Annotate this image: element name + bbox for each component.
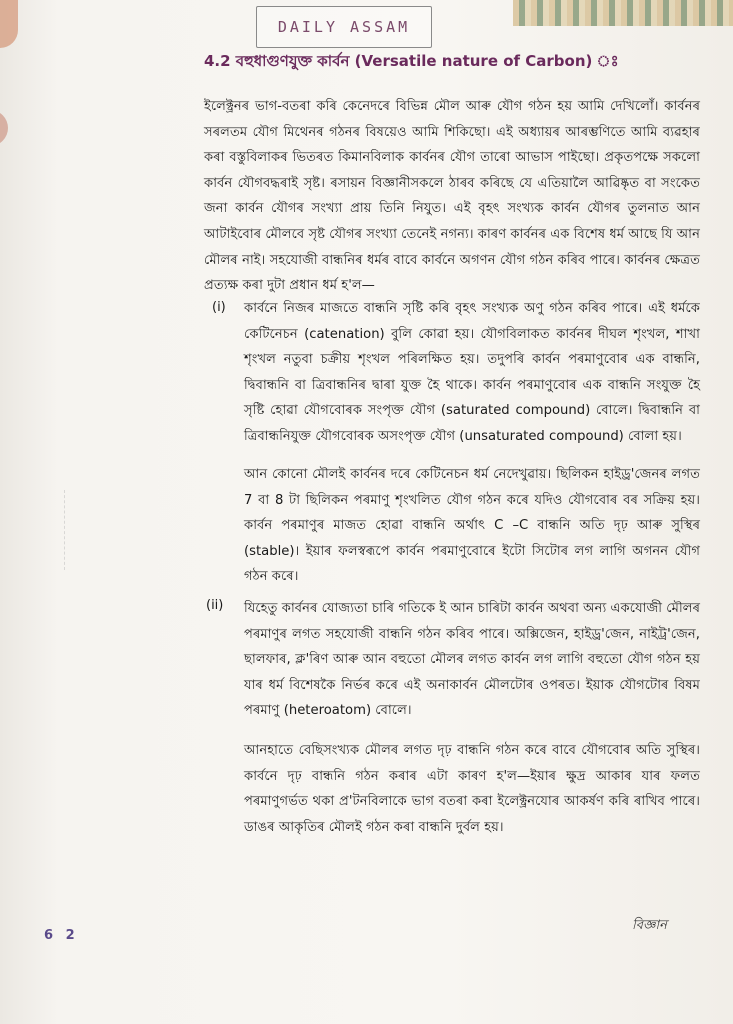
- footer-subject: বিজ্ঞান: [632, 918, 667, 933]
- background-fabric: [513, 0, 733, 26]
- finger-edge: [0, 110, 8, 146]
- page-number: 6 2: [44, 928, 79, 943]
- list-item-1-continuation: আন কোনো মৌলই কাৰ্বনৰ দৰে কেটিনেচন ধৰ্ম নেদেখুৱায়। ছিলিকন হাইড্ৰ'জেনৰ লগত 7 বা 8 টা ছিলিকন পৰমাণু শৃংখলিত যৌগ গঠন কৰে যদিও যৌগবোৰ বৰ সক্ৰিয় হয়। কাৰ্বন পৰমাণুৰ মাজত হোৱা বান্ধনি অৰ্থাৎ C –C বান্ধনি অতি দৃঢ় আৰু সুস্থিৰ (stable)। ইয়াৰ ফলস্বৰূপে কাৰ্বন পৰমাণুবোৰে ইটো সিটোৰ লগ লাগি অগনন যৌগ গঠন কৰে।: [244, 467, 700, 585]
- intro-paragraph: ইলেক্ট্ৰনৰ ভাগ-বতৰা কৰি কেনেদৰে বিভিন্ন মৌল আৰু যৌগ গঠন হয় আমি দেখিলোঁ। কাৰ্বনৰ সৰলতম যৌগ মিথেনৰ গঠনৰ বিষয়েও আমি শিকিছো। এই অধ্যায়ৰ আৰম্ভণিতে আমি ব্যৱহাৰ কৰা বস্তুবিলাকৰ ভিতৰত কিমানবিলাক কাৰ্বনৰ যৌগ তাৰো আভাস পাইছো। প্ৰকৃতপক্ষে সকলো কাৰ্বন যৌগবদ্ধৰাই সৃষ্ট। ৰসায়ন বিজ্ঞানীসকলে ঠাৰব কৰিছে যে এতিয়ালৈ আৱিষ্কৃত বা সংকেত জনা কাৰ্বন যৌগৰ সংখ্যা প্ৰায় তিনি নিযুত। এই বৃহৎ সংখ্যক কাৰ্বন যৌগৰ তুলনাত আন আটাইবোৰ মৌলবে সৃষ্ট যৌগৰ সংখ্যা তেনেই নগন্য। কাৰণ কাৰ্বনৰ এক বিশেষ ধৰ্ম আছে যি আন মৌলৰ নাই। সহযোজী বান্ধনিৰ ধৰ্মৰ বাবে কাৰ্বনে অগণন যৌগ গঠন কৰিব পাৰে। কাৰ্বনৰ ক্ষেত্ৰত প্ৰত্যক্ষ কৰা দুটা প্ৰধান ধৰ্ম হ'ল—: [204, 99, 700, 294]
- list-number-1: (i): [212, 300, 226, 315]
- list-number-2: (ii): [206, 598, 224, 613]
- pencil-mark: [64, 490, 115, 570]
- list-item-2-text: যিহেতু কাৰ্বনৰ যোজ্যতা চাৰি গতিকে ই আন চাৰিটা কাৰ্বন অথবা অন্য একযোজী মৌলৰ পৰমাণুৰ লগত সহযোজী বান্ধনি গঠন কৰিব পাৰে। অক্সিজেন, হাইড্ৰ'জেন, নাইট্ৰ'জেন, ছালফাৰ, ক্ল'ৰিণ আৰু আন বহুতো মৌলৰ লগত কাৰ্বন লগ লাগি বহুতো যৌগ গঠন হয় যাৰ ধৰ্ম বিশেষকৈ নিৰ্ভৰ কৰে এই অনাকাৰ্বন মৌলটোৰ ওপৰত। ইয়াক যৌগটোৰ বিষম পৰমাণু (heteroatom) বোলে।: [244, 601, 700, 719]
- list-item-1-text: কাৰ্বনে নিজৰ মাজতে বান্ধনি সৃষ্টি কৰি বৃহৎ সংখ্যক অণু গঠন কৰিব পাৰে। এই ধৰ্মকে কেটিনেচন (catenation) বুলি কোৱা হয়। যৌগবিলাকত কাৰ্বনৰ দীঘল শৃংখল, শাখা শৃংখল নতুবা চক্ৰীয় শৃংখল পৰিলক্ষিত হয়। তদুপৰি কাৰ্বন পৰমাণুবোৰ এক বান্ধনি, দ্বিবান্ধনি বা ত্ৰিবান্ধনিৰ দ্বাৰা যুক্ত হৈ থাকে। কাৰ্বন পৰমাণুবোৰ এক বান্ধনি সংযুক্ত হৈ সৃষ্টি হোৱা যৌগবোৰক সংপৃক্ত যৌগ (saturated compound) বোলে। দ্বিবান্ধনি বা ত্ৰিবান্ধনিযুক্ত যৌগবোৰক অসংপৃক্ত যৌগ (unsaturated compound) বোলা হয়।: [244, 301, 700, 444]
- section-heading: 4.2 বহুধাগুণযুক্ত কাৰ্বন (Versatile nature of Carbon) ঃ: [204, 52, 619, 70]
- list-item-2-continuation: আনহাতে বেছিসংখ্যক মৌলৰ লগত দৃঢ় বান্ধনি গঠন কৰে বাবে যৌগবোৰ অতি সুস্থিৰ। কাৰ্বনে দৃঢ় বান্ধনি গঠন কৰাৰ এটা কাৰণ হ'ল—ইয়াৰ ক্ষুদ্ৰ আকাৰ যাৰ ফলত পৰমাণুগৰ্ভত থকা প্ৰ'টনবিলাকে ভাগ বতৰা কৰা ইলেক্ট্ৰনযোৰ আকৰ্ষণ কৰি ৰাখিব পাৰে। ডাঙৰ আকৃতিৰ মৌলই গঠন কৰা বান্ধনি দুৰ্বল হয়।: [244, 743, 700, 835]
- finger-thumb: [0, 0, 18, 48]
- watermark-stamp: DAILY ASSAM: [256, 6, 432, 48]
